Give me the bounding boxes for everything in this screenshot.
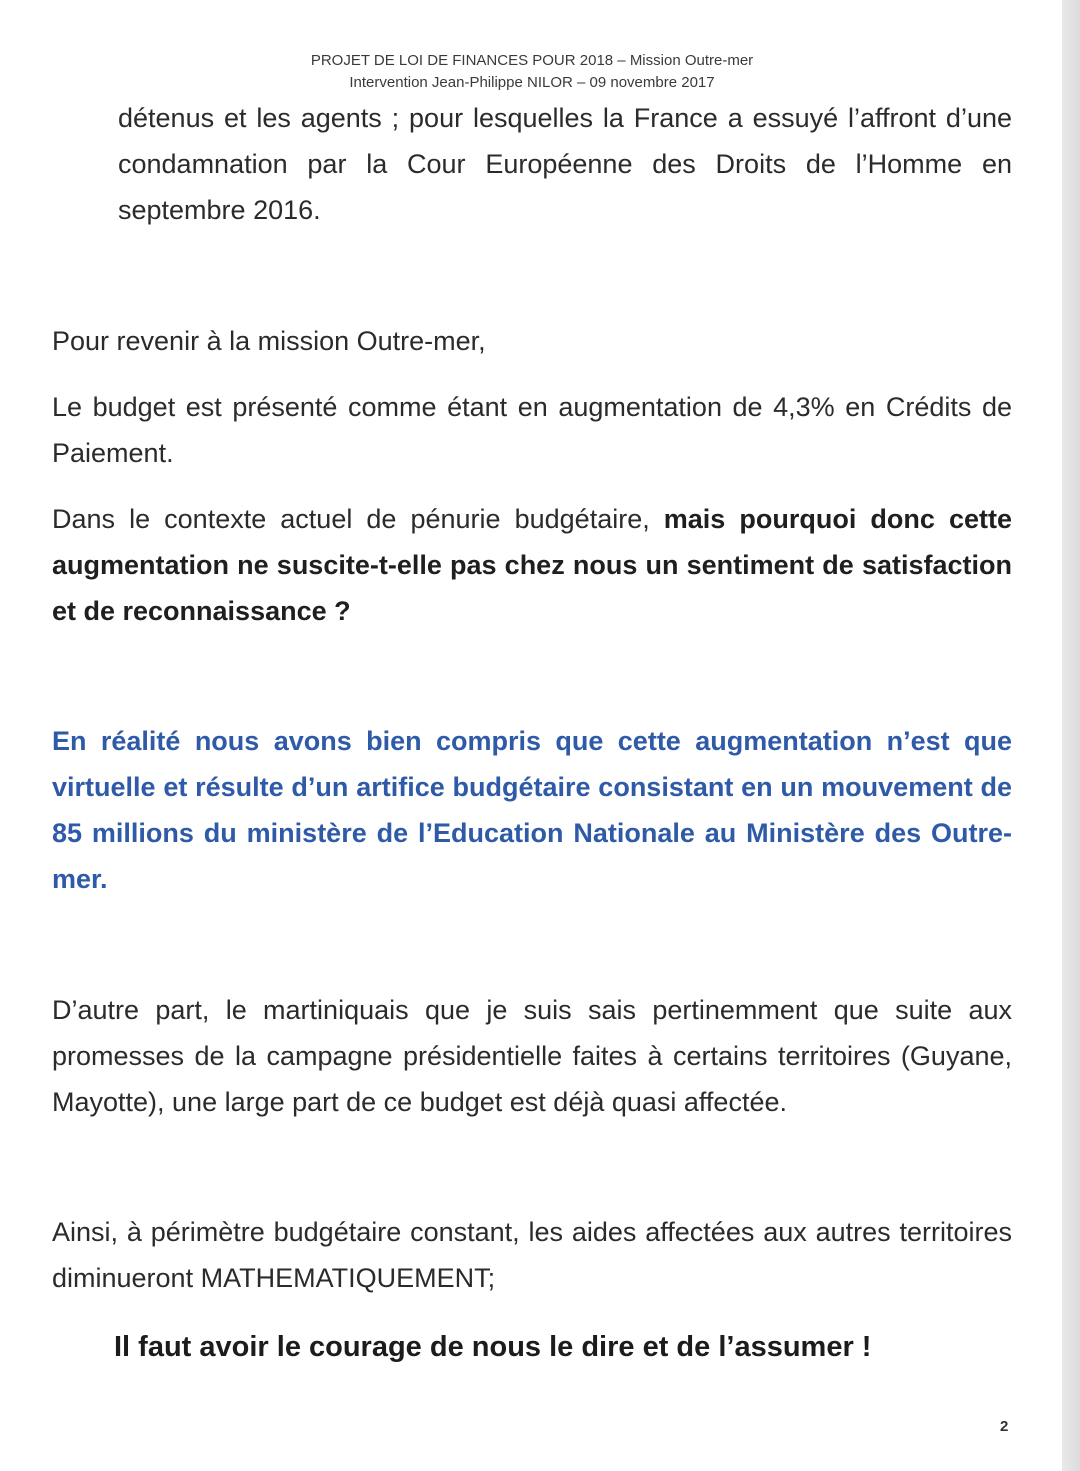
paragraph-territories-promises: D’autre part, le martiniquais que je suis sais pertinemment que suite aux promesses de la campagne présidentielle faites à certains territoires (Guyane, Mayotte), une large part de ce budget est déjà quasi affectée. [52,995,1012,1117]
paragraph-budget-context-text: Dans le contexte actuel de pénurie budgétaire, [52,504,664,534]
paragraph-aid-decrease: Ainsi, à périmètre budgétaire constant, les aides affectées aux autres territoires diminueront MATHEMATIQUEMENT; [52,1217,1012,1293]
header-subtitle: Intervention Jean-Philippe NILOR – 09 novembre 2017 [349,74,715,91]
paragraph-continuation: détenus et les agents ; pour lesquelles la France a essuyé l’affront d’une condamnation par la Cour Européenne des Droits de l’Homme en septembre 2016. [118,103,1012,225]
closing-statement: Il faut avoir le courage de nous le dire et de l’assumer ! [114,1331,872,1363]
paragraph-budget-context [52,496,1012,634]
header-title: PROJET DE LOI DE FINANCES POUR 2018 – Mission Outre-mer [310,52,754,69]
page-edge-shadow [1062,0,1080,1471]
paragraph-highlight-virtual-increase: En réalité nous avons bien compris que cette augmentation n’est que virtuelle et résulte d’un artifice budgétaire consistant en un mouvement de 85 millions du ministère de l’Education Nationale au Ministère des Outre-mer. [52,726,1012,894]
page-number: 2 [1000,1418,1009,1435]
paragraph-budget-context-question: mais pourquoi donc cette augmentation ne suscite-t-elle pas chez nous un sentiment de satisfaction et de reconnaissance ? [52,504,1012,626]
page-header [0,50,1064,94]
paragraph-budget-increase: Le budget est présenté comme étant en augmentation de 4,3% en Crédits de Paiement. [52,392,1012,468]
paragraph-mission-intro: Pour revenir à la mission Outre-mer, [52,326,486,356]
